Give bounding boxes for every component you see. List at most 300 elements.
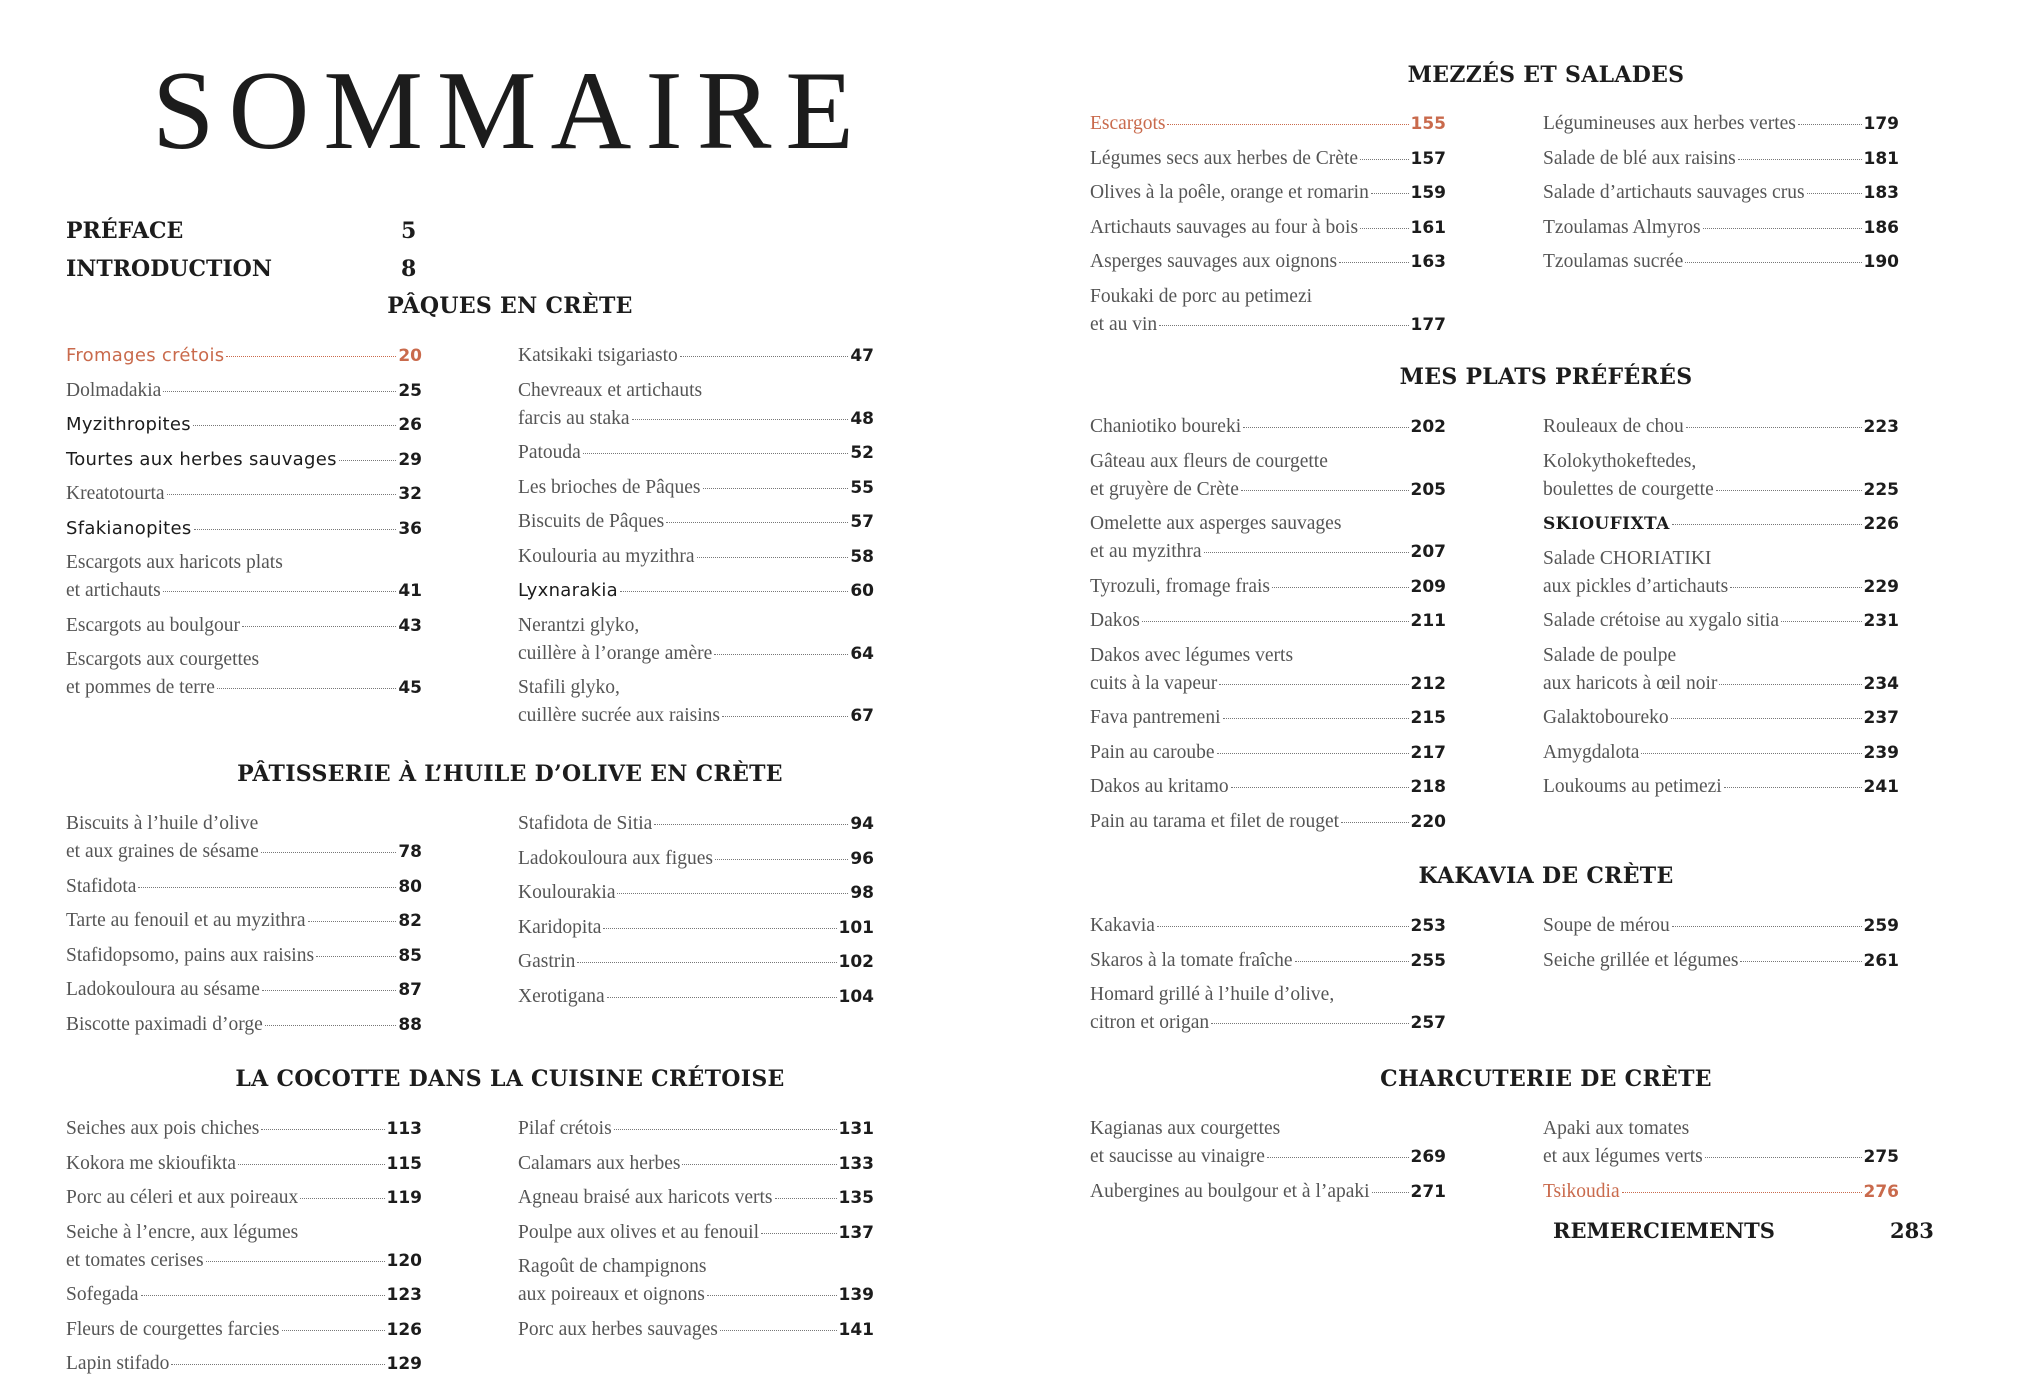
toc-entry: [66, 1115, 422, 1143]
entry-row: [1543, 248, 1899, 276]
dot-leader: [1371, 193, 1409, 194]
page-number: 207: [1410, 542, 1446, 562]
toc-entry: [518, 948, 874, 976]
entry-title: boulettes de courgette: [1543, 478, 1714, 500]
entry-title-line: Foukaki de porc au petimezi: [1090, 285, 1313, 307]
entry-title: Ladokouloura aux figues: [518, 847, 713, 869]
dot-leader: [632, 419, 849, 420]
entry-title-line: Seiche à l’encre, aux légumes: [66, 1221, 299, 1243]
dot-leader: [1686, 427, 1862, 428]
page-number: 52: [850, 443, 874, 463]
entry-title: Légumineuses aux herbes vertes: [1543, 113, 1796, 134]
dot-leader: [217, 688, 396, 689]
entry-row: [1543, 739, 1899, 767]
dot-leader: [722, 716, 848, 717]
entry-title: Olives à la poêle, orange et romarin: [1090, 182, 1369, 203]
dot-leader: [226, 356, 396, 357]
toc-entry: [1090, 981, 1446, 1037]
toc-column-cocotte-right: [518, 1115, 874, 1350]
dot-leader: [1241, 490, 1409, 491]
entry-row: [518, 508, 874, 536]
toc-entry: [1090, 1115, 1446, 1171]
entry-title-line: Gâteau aux fleurs de courgette: [1090, 450, 1328, 472]
dot-leader: [1231, 787, 1409, 788]
toc-entry: [66, 1316, 422, 1344]
entry-title-line: Ragoût de champignons: [518, 1256, 707, 1277]
dot-leader: [1157, 926, 1409, 927]
entry-title: Koulourakia: [518, 882, 616, 903]
entry-title: Fromages crétois: [66, 345, 225, 366]
page-number: 137: [838, 1222, 874, 1243]
toc-entry: [518, 1253, 874, 1309]
toc-entry: [1543, 607, 1899, 635]
entry-row: [518, 702, 874, 730]
page-number: 209: [1410, 576, 1446, 597]
page-number: 78: [398, 842, 422, 862]
section-title-paques: PÂQUES EN CRÈTE: [387, 293, 633, 319]
entry-row: [1543, 607, 1899, 635]
page-number: 276: [1863, 1181, 1899, 1202]
page-number: 141: [838, 1319, 874, 1340]
page-number: 85: [398, 945, 422, 966]
toc-entry: [518, 508, 874, 536]
entry-row: [1090, 1178, 1446, 1206]
toc-entry: [1090, 248, 1446, 276]
toc-column-plats-left: [1090, 413, 1446, 842]
page-number: 205: [1410, 479, 1446, 500]
left-page: [0, 0, 1009, 1400]
toc-entry: [518, 810, 874, 838]
toc-entry: [1543, 179, 1899, 207]
entry-row: [518, 983, 874, 1011]
entry-title-line: Chevreaux et artichauts: [518, 379, 703, 401]
entry-title: Rouleaux de chou: [1543, 416, 1684, 437]
toc-entry: [1543, 510, 1899, 538]
entry-title: Salade de blé aux raisins: [1543, 147, 1736, 169]
toc-entry: [1543, 448, 1899, 504]
entry-title: Dakos au kritamo: [1090, 776, 1229, 797]
entry-title: Seiches aux pois chiches: [66, 1118, 260, 1139]
entry-title: Tyrozuli, fromage frais: [1090, 575, 1271, 597]
page-number: 255: [1410, 950, 1446, 971]
page-number: 215: [1410, 708, 1446, 728]
page-number: 64: [850, 643, 874, 664]
entry-row: [1090, 311, 1446, 339]
entry-row: [1543, 1143, 1899, 1171]
dot-leader: [262, 990, 396, 991]
dot-leader: [761, 1233, 837, 1234]
dot-leader: [1217, 753, 1409, 754]
dot-leader: [1703, 228, 1862, 229]
dot-leader: [242, 626, 396, 627]
entry-title: Kreatotourta: [66, 483, 165, 504]
entry-title: Patouda: [518, 442, 581, 463]
toc-entry: [1090, 510, 1446, 566]
entry-row: [1543, 573, 1899, 601]
entry-title: et aux graines de sésame: [66, 841, 259, 862]
dot-leader: [680, 356, 849, 357]
toc-entry: [66, 515, 422, 543]
entry-row: [518, 1316, 874, 1344]
page-number: 157: [1410, 148, 1446, 169]
entry-title: Stafidota: [66, 875, 137, 897]
entry-row: [1090, 1143, 1446, 1171]
entry-title: Lyxnarakia: [518, 580, 619, 601]
entry-row: [1090, 912, 1446, 940]
entry-row: [1543, 670, 1899, 698]
entry-title: Artichauts sauvages au four à bois: [1090, 216, 1359, 238]
toc-column-charcuterie-right: [1543, 1115, 1899, 1212]
dot-leader: [167, 494, 397, 495]
page-number: 120: [386, 1250, 422, 1271]
entry-title: Soupe de mérou: [1543, 915, 1670, 936]
entry-title: Tsikoudia: [1543, 1180, 1620, 1202]
dot-leader: [316, 956, 396, 957]
toc-entry: [66, 411, 422, 439]
entry-title-line: Escargots aux haricots plats: [66, 552, 283, 573]
entry-title: Stafidota de Sitia: [518, 813, 653, 834]
toc-entry: [66, 907, 422, 935]
toc-entry: [1090, 739, 1446, 767]
entry-row: [1090, 573, 1446, 601]
dot-leader: [194, 529, 397, 530]
page-number: 113: [386, 1119, 422, 1139]
entry-title: Skaros à la tomate fraîche: [1090, 949, 1293, 971]
toc-entry: [518, 1219, 874, 1247]
entry-row: [66, 577, 422, 605]
entry-title-line: Escargots aux courgettes: [66, 649, 260, 670]
entry-title: farcis au staka: [518, 407, 630, 429]
entry-row: [1543, 179, 1899, 207]
entry-title-line: Biscuits à l’huile d’olive: [66, 813, 259, 834]
entry-row: [66, 1115, 422, 1143]
toc-column-mezzes-left: [1090, 110, 1446, 345]
entry-row: [518, 810, 874, 838]
page-number: 253: [1410, 916, 1446, 936]
entry-title: Ladokouloura au sésame: [66, 979, 260, 1000]
entry-row: [1090, 773, 1446, 801]
dot-leader: [617, 893, 848, 894]
toc-entry: [66, 942, 422, 970]
toc-entry: [518, 342, 874, 370]
entry-row: [518, 439, 874, 467]
toc-entry: [518, 879, 874, 907]
entry-title: Karidopita: [518, 916, 602, 938]
page-number: 26: [398, 415, 422, 435]
dot-leader: [703, 488, 849, 489]
dot-leader: [339, 460, 397, 461]
preface-label: PRÉFACE: [66, 218, 184, 244]
dot-leader: [163, 591, 397, 592]
entry-row: [1090, 248, 1446, 276]
entry-row: [518, 879, 874, 907]
entry-title: Tzoulamas sucrée: [1543, 251, 1684, 272]
dot-leader: [720, 1330, 837, 1331]
toc-entry: [1090, 145, 1446, 173]
entry-title-line: Homard grillé à l’huile d’olive,: [1090, 984, 1335, 1005]
dot-leader: [1204, 552, 1409, 553]
page-number: 159: [1410, 183, 1446, 203]
page-number: 234: [1863, 673, 1899, 694]
dot-leader: [1671, 718, 1862, 719]
page-number: 231: [1863, 611, 1899, 631]
toc-entry: [1090, 110, 1446, 138]
toc-entry: [1090, 179, 1446, 207]
toc-entry: [1543, 545, 1899, 601]
dot-leader: [682, 1164, 836, 1165]
toc-entry: [1090, 214, 1446, 242]
entry-row: [518, 1281, 874, 1309]
page-number: 257: [1410, 1013, 1446, 1033]
entry-title: Salade crétoise au xygalo sitia: [1543, 610, 1780, 631]
toc-entry: [518, 845, 874, 873]
page-number: 87: [398, 980, 422, 1000]
entry-title: Seiche grillée et légumes: [1543, 949, 1739, 971]
page-number: 58: [850, 546, 874, 567]
toc-entry: [1543, 1115, 1899, 1171]
entry-row: [1090, 538, 1446, 566]
dot-leader: [654, 824, 848, 825]
toc-entry: [1543, 110, 1899, 138]
page-number: 82: [398, 911, 422, 931]
page-number: 271: [1410, 1181, 1446, 1202]
toc-column-paques-right: [518, 342, 874, 737]
page-number: 25: [398, 380, 422, 401]
toc-entry: [1090, 773, 1446, 801]
dot-leader: [1295, 961, 1409, 962]
page-number: 239: [1863, 742, 1899, 763]
dot-leader: [171, 1364, 384, 1365]
entry-title-line: Apaki aux tomates: [1543, 1118, 1690, 1139]
entry-title: Katsikaki tsigariasto: [518, 345, 678, 366]
toc-entry: [66, 810, 422, 866]
entry-title: Fleurs de courgettes farcies: [66, 1318, 280, 1340]
entry-title: aux pickles d’artichauts: [1543, 575, 1729, 597]
page-number: 211: [1410, 611, 1446, 631]
entry-row: [518, 1219, 874, 1247]
dot-leader: [603, 928, 836, 929]
entry-row: [518, 405, 874, 433]
page-number: 129: [386, 1354, 422, 1374]
entry-title: Kokora me skioufikta: [66, 1152, 237, 1174]
entry-row: [66, 942, 422, 970]
entry-title: Myzithropites: [66, 414, 191, 435]
entry-row: [66, 342, 422, 370]
entry-row: [1090, 739, 1446, 767]
page-number: 96: [850, 848, 874, 869]
entry-row: [518, 948, 874, 976]
toc-entry: [66, 1219, 422, 1275]
page-number: 88: [398, 1014, 422, 1035]
entry-title: Porc au céleri et aux poireaux: [66, 1187, 299, 1208]
dot-leader: [1622, 1192, 1862, 1193]
toc-entry: [1090, 413, 1446, 441]
page-number: 123: [386, 1285, 422, 1305]
dot-leader: [1243, 427, 1408, 428]
entry-title: Tzoulamas Almyros: [1543, 216, 1701, 238]
preface-entry: [66, 218, 417, 244]
entry-title: Biscuits de Pâques: [518, 511, 665, 532]
toc-column-cocotte-left: [66, 1115, 422, 1385]
entry-title: et saucisse au vinaigre: [1090, 1146, 1265, 1167]
page-number: 183: [1863, 183, 1899, 203]
toc-entry: [1090, 607, 1446, 635]
toc-column-charcuterie-left: [1090, 1115, 1446, 1212]
dot-leader: [282, 1330, 385, 1331]
dot-leader: [1223, 718, 1409, 719]
dot-leader: [1781, 621, 1861, 622]
entry-title: Porc aux herbes sauvages: [518, 1318, 718, 1340]
page-number: 135: [838, 1188, 874, 1208]
entry-row: [66, 411, 422, 439]
toc-column-patisserie-left: [66, 810, 422, 1045]
dot-leader: [620, 591, 848, 592]
page-number: 94: [850, 814, 874, 834]
entry-title: aux poireaux et oignons: [518, 1284, 705, 1305]
entry-title: Stafidopsomo, pains aux raisins: [66, 944, 315, 966]
dot-leader: [775, 1198, 837, 1199]
page-number: 101: [838, 917, 874, 938]
entry-title: Salade d’artichauts sauvages crus: [1543, 182, 1805, 203]
dot-leader: [1219, 684, 1408, 685]
page-number: 220: [1410, 811, 1446, 832]
toc-entry: [518, 1184, 874, 1212]
entry-row: [1543, 413, 1899, 441]
entry-title: citron et origan: [1090, 1012, 1210, 1033]
page-number: 29: [398, 449, 422, 470]
introduction-page: 8: [401, 256, 417, 282]
page-number: 43: [398, 615, 422, 636]
page-number: 45: [398, 678, 422, 698]
entry-row: [66, 1184, 422, 1212]
entry-title: Asperges sauvages aux oignons: [1090, 251, 1338, 272]
dot-leader: [1724, 787, 1862, 788]
toc-entry: [66, 1184, 422, 1212]
entry-title: Fava pantremeni: [1090, 707, 1221, 728]
entry-title: Chaniotiko boureki: [1090, 416, 1242, 437]
entry-row: [1543, 773, 1899, 801]
toc-entry: [1090, 912, 1446, 940]
entry-title: cuillère à l’orange amère: [518, 642, 713, 664]
page-number: 163: [1410, 252, 1446, 272]
dot-leader: [1267, 1157, 1409, 1158]
toc-entry: [518, 674, 874, 730]
toc-entry: [1090, 642, 1446, 698]
page-number: 115: [386, 1153, 422, 1174]
entry-row: [66, 480, 422, 508]
entry-row: [66, 515, 422, 543]
entry-title: Sofegada: [66, 1284, 139, 1305]
page-number: 104: [838, 986, 874, 1007]
entry-row: [1090, 947, 1446, 975]
entry-row: [518, 577, 874, 605]
entry-title: et au vin: [1090, 313, 1158, 335]
entry-row: [1090, 607, 1446, 635]
entry-row: [518, 474, 874, 502]
page-number: 181: [1863, 148, 1899, 169]
page-number: 102: [838, 952, 874, 972]
dot-leader: [1211, 1023, 1408, 1024]
entry-title: Pilaf crétois: [518, 1118, 612, 1139]
toc-entry: [1090, 808, 1446, 836]
entry-title: Aubergines au boulgour et à l’apaki: [1090, 1180, 1370, 1202]
dot-leader: [193, 425, 396, 426]
dot-leader: [1360, 159, 1408, 160]
toc-entry: [518, 543, 874, 571]
entry-row: [1543, 704, 1899, 732]
entry-row: [1090, 1009, 1446, 1037]
dot-leader: [614, 1129, 837, 1130]
dot-leader: [1167, 124, 1408, 125]
page-number: 41: [398, 581, 422, 601]
page-number: 36: [398, 518, 422, 539]
entry-title: Tarte au fenouil et au myzithra: [66, 910, 306, 931]
entry-title: aux haricots à œil noir: [1543, 672, 1718, 694]
toc-column-paques-left: [66, 342, 422, 709]
page-number: 179: [1863, 114, 1899, 134]
entry-title: Tourtes aux herbes sauvages: [66, 448, 337, 470]
entry-row: [1543, 214, 1899, 242]
dot-leader: [261, 852, 397, 853]
page-number: 190: [1863, 252, 1899, 272]
page-number: 217: [1410, 742, 1446, 763]
toc-entry: [66, 873, 422, 901]
page-number: 275: [1863, 1147, 1899, 1167]
preface-page: 5: [401, 218, 417, 244]
page-number: 131: [838, 1119, 874, 1139]
dot-leader: [1159, 325, 1408, 326]
toc-entry: [1543, 248, 1899, 276]
page-number: 259: [1863, 916, 1899, 936]
entry-title: Escargots: [1090, 113, 1166, 134]
entry-row: [1090, 179, 1446, 207]
toc-entry: [518, 612, 874, 668]
dot-leader: [1341, 822, 1408, 823]
dot-leader: [715, 859, 848, 860]
toc-entry: [518, 377, 874, 433]
entry-title: Escargots au boulgour: [66, 614, 241, 636]
entry-row: [66, 612, 422, 640]
toc-entry: [66, 976, 422, 1004]
page-number: 229: [1863, 576, 1899, 597]
entry-row: [1090, 110, 1446, 138]
entry-title-line: Dakos avec légumes verts: [1090, 644, 1294, 666]
page-number: 225: [1863, 479, 1899, 500]
page-number: 223: [1863, 417, 1899, 437]
section-title-plats-preferes: MES PLATS PRÉFÉRÉS: [1399, 364, 1693, 390]
toc-entry: [1090, 283, 1446, 339]
entry-row: [1090, 670, 1446, 698]
entry-title: cuits à la vapeur: [1090, 672, 1218, 694]
toc-entry: [1090, 704, 1446, 732]
dot-leader: [1807, 193, 1862, 194]
dot-leader: [138, 887, 396, 888]
dot-leader: [1685, 262, 1861, 263]
page-number: 241: [1863, 777, 1899, 797]
entry-row: [518, 342, 874, 370]
page-number: 32: [398, 484, 422, 504]
dot-leader: [163, 391, 396, 392]
page-number: 67: [850, 706, 874, 726]
entry-title-line: Nerantzi glyko,: [518, 614, 640, 636]
page-title: SOMMAIRE: [152, 49, 868, 173]
toc-entry: [518, 1316, 874, 1344]
dot-leader: [300, 1198, 384, 1199]
toc-entry: [518, 1115, 874, 1143]
entry-row: [66, 1150, 422, 1178]
toc-entry: [1543, 413, 1899, 441]
dot-leader: [1641, 753, 1861, 754]
